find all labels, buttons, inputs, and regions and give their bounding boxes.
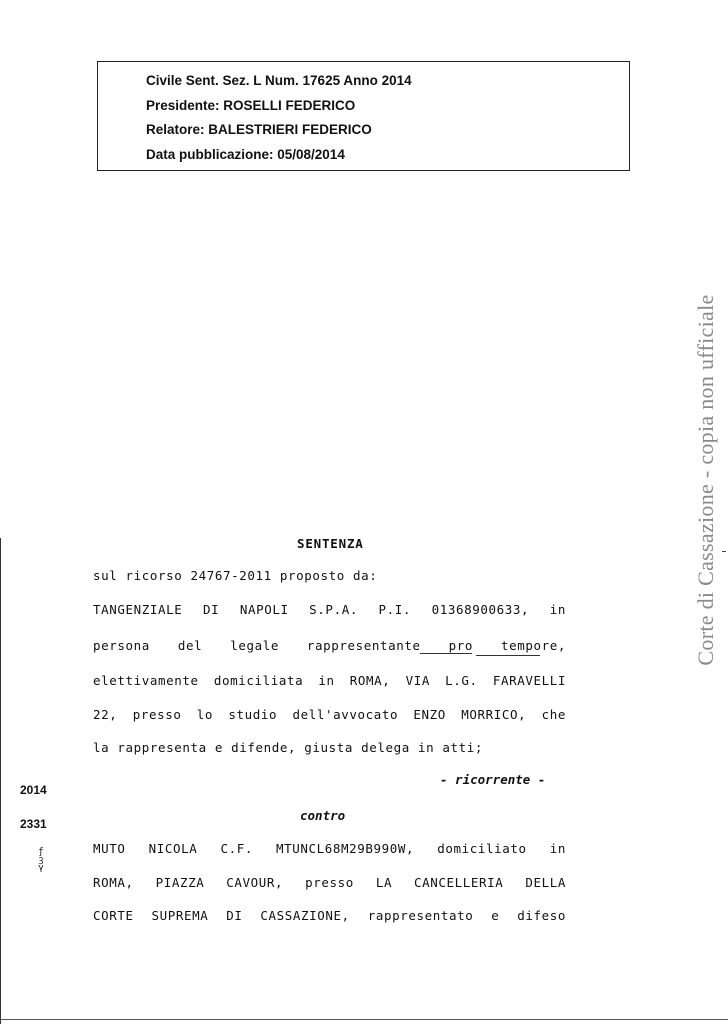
bottom-rule	[0, 1019, 728, 1020]
margin-year: 2014	[20, 783, 47, 797]
body-line-1: sul ricorso 24767-2011 proposto da:	[93, 568, 378, 583]
document-title: SENTENZA	[297, 536, 364, 551]
body-line-4: elettivamente domiciliata in ROMA, VIA L.G. FARAVELLI	[93, 673, 566, 688]
underline-pro	[420, 653, 472, 654]
ricorrente-label: - ricorrente -	[440, 772, 546, 787]
body-line-8: ROMA, PIAZZA CAVOUR, presso LA CANCELLERIA DELLA	[93, 875, 566, 890]
body-line-3: persona del legale rappresentante pro tempore,	[93, 638, 566, 653]
presidente: Presidente: ROSELLI FEDERICO	[146, 98, 356, 113]
contro-label: contro	[300, 808, 346, 823]
underline-tempore	[476, 655, 540, 656]
margin-initials: ƒ ꝫ γ	[38, 847, 44, 873]
case-reference: Civile Sent. Sez. L Num. 17625 Anno 2014	[146, 73, 412, 88]
data-pubblicazione: Data pubblicazione: 05/08/2014	[146, 147, 345, 162]
watermark: Corte di Cassazione - copia non ufficiale	[693, 294, 718, 666]
body-line-7: MUTO NICOLA C.F. MTUNCL68M29B990W, domiciliato in	[93, 841, 566, 856]
left-margin-rule	[0, 538, 1, 1024]
body-line-6: la rappresenta e difende, giusta delega in atti;	[93, 740, 484, 755]
body-line-5: 22, presso lo studio dell'avvocato ENZO MORRICO, che	[93, 707, 566, 722]
body-line-2: TANGENZIALE DI NAPOLI S.P.A. P.I. 01368900633, in	[93, 602, 566, 617]
relatore: Relatore: BALESTRIERI FEDERICO	[146, 122, 372, 137]
body-line-9: CORTE SUPREMA DI CASSAZIONE, rappresentato e difeso	[93, 908, 566, 923]
right-margin-tick	[722, 551, 726, 552]
margin-number: 2331	[20, 817, 47, 831]
document-header-box	[97, 61, 630, 171]
